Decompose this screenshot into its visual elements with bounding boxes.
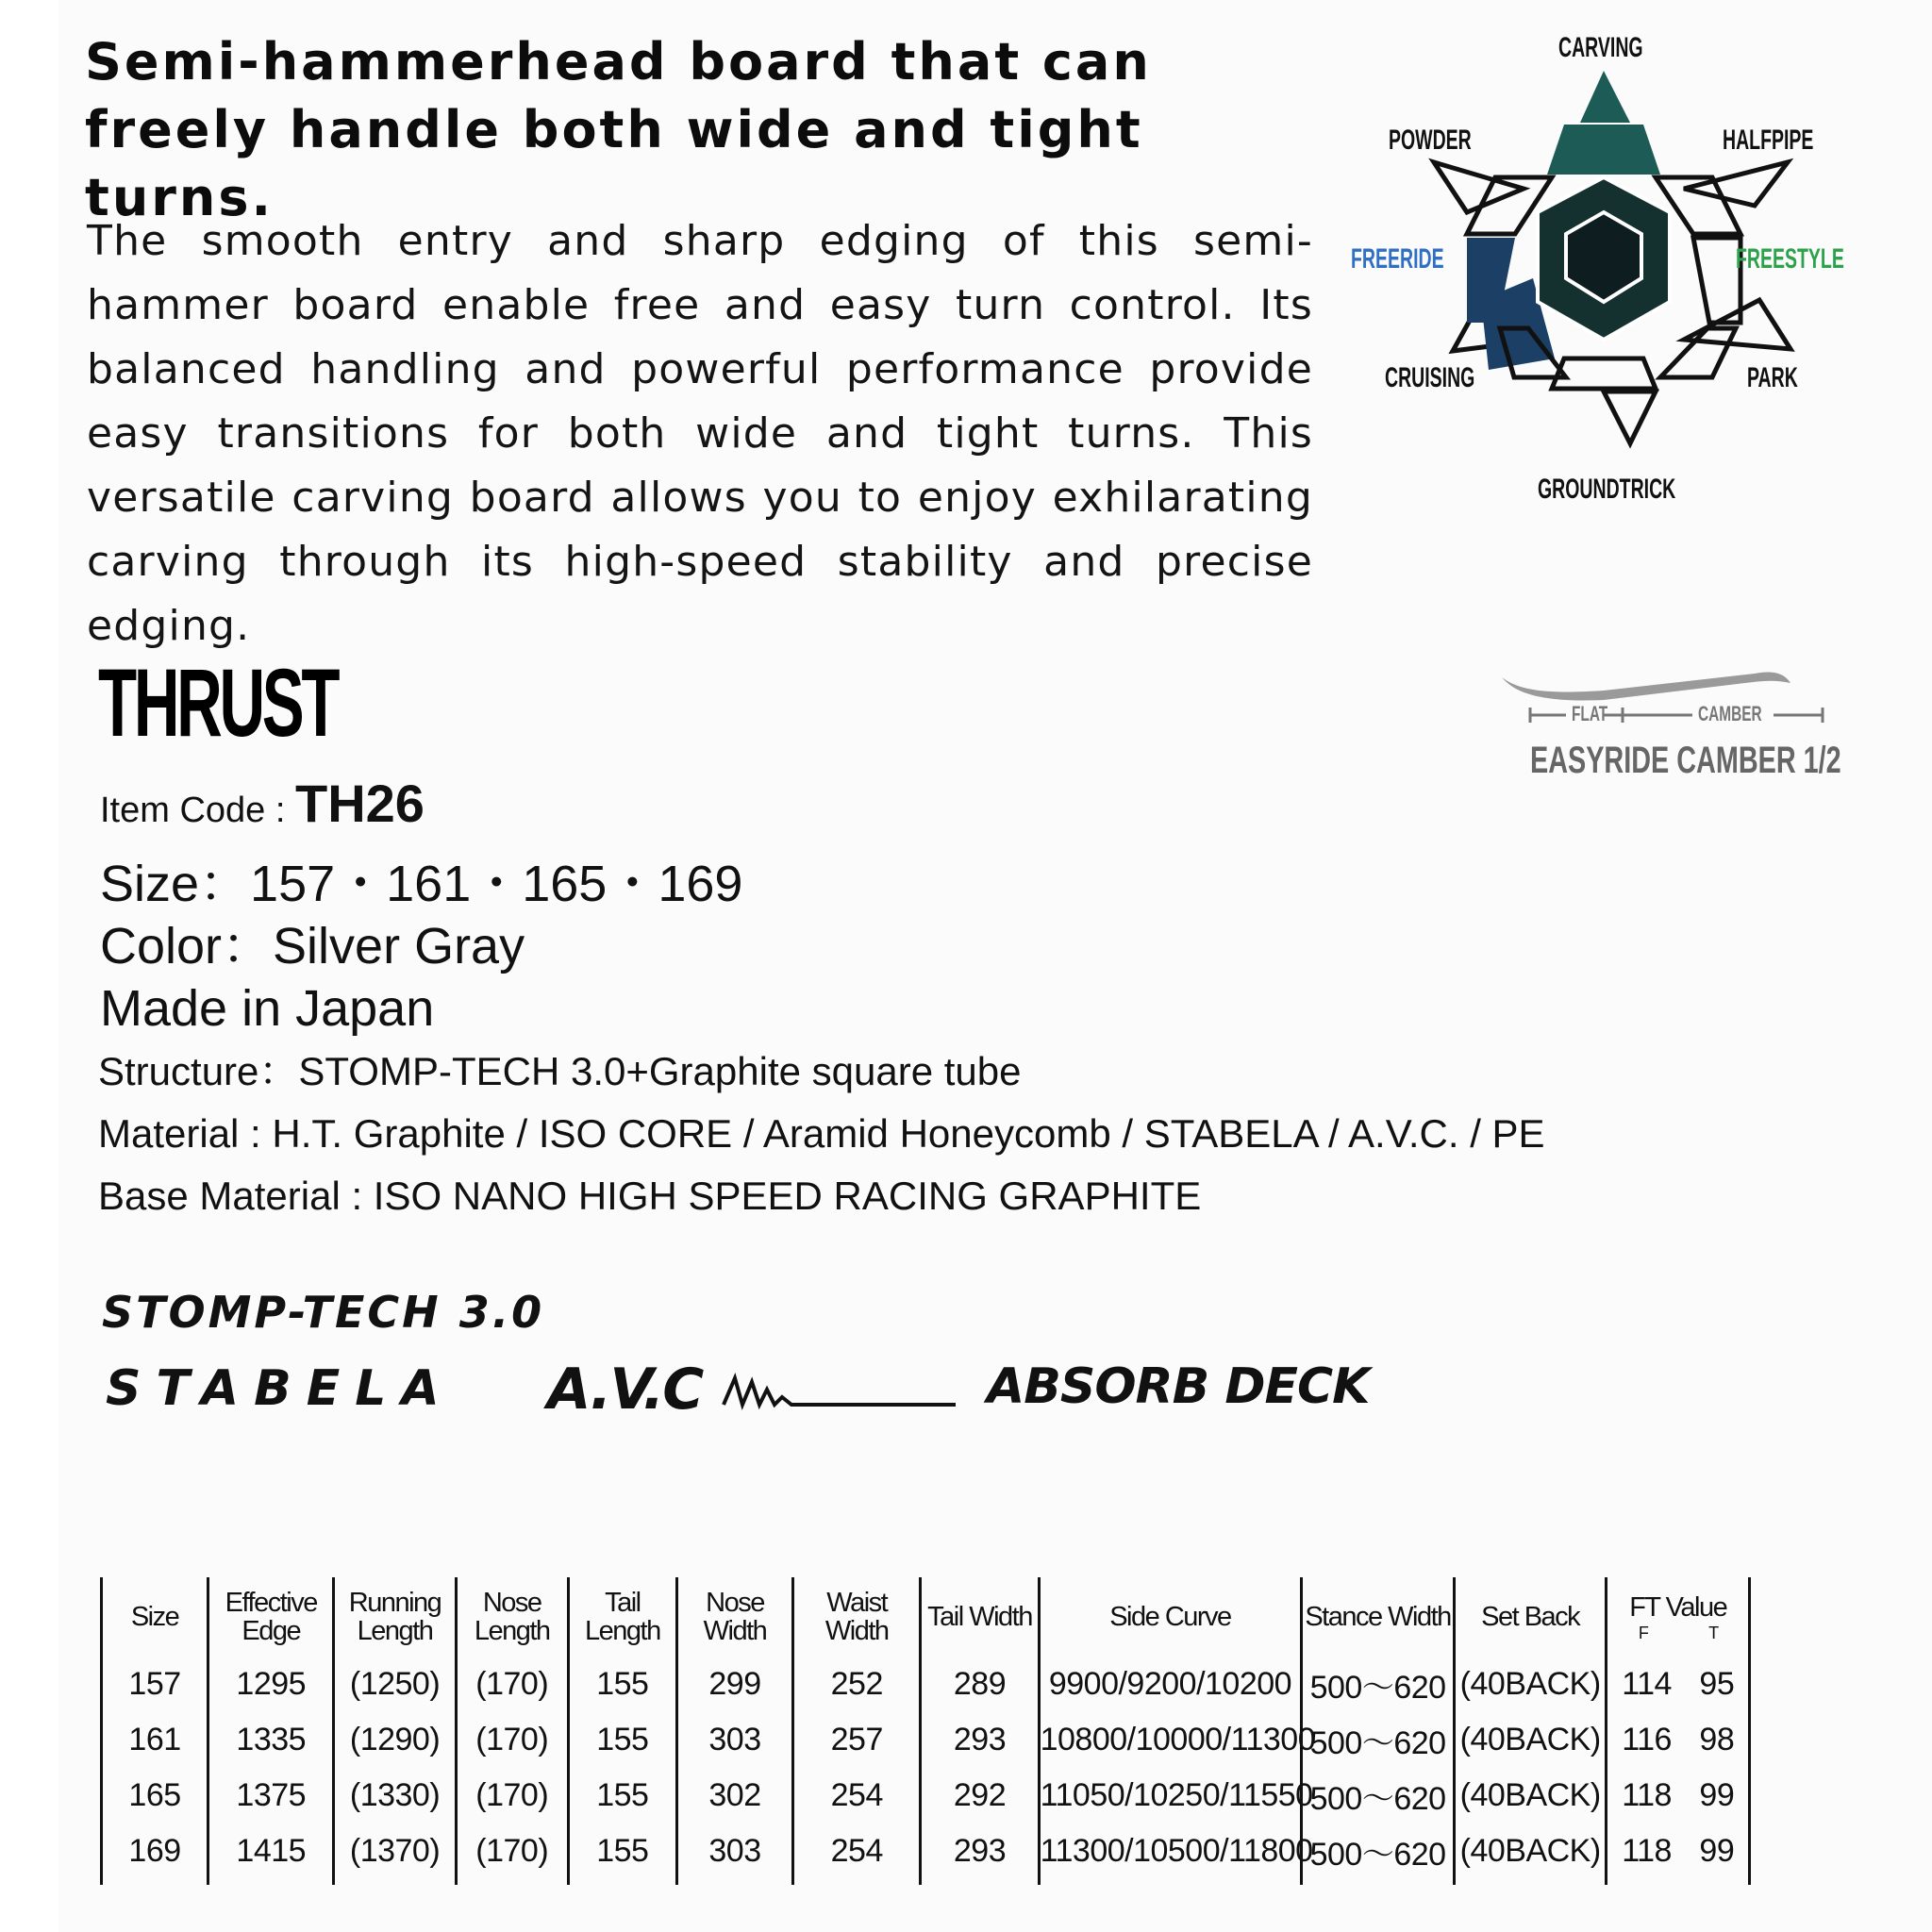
header-size: Size: [102, 1577, 208, 1657]
ring-seg-se: [1660, 328, 1736, 377]
item-code-line: [100, 775, 425, 839]
header-waist-width: Waist Width: [793, 1577, 921, 1657]
cell-tail-length: 155: [568, 1768, 676, 1824]
cell-running-length: (1290): [334, 1712, 456, 1768]
header-tail-length: Tail Length: [568, 1577, 676, 1657]
avc-wave-mark: [720, 1369, 965, 1416]
ft-t-label: T: [1708, 1624, 1718, 1642]
header-side-curve: Side Curve: [1039, 1577, 1302, 1657]
cell-set-back: (40BACK): [1454, 1768, 1607, 1824]
cell-waist-width: 252: [793, 1657, 921, 1712]
cell-tail-width: 293: [921, 1824, 1039, 1885]
structure-line: Structure：STOMP-TECH 3.0+Graphite square tube: [98, 1049, 1022, 1093]
header-nose-width: Nose Width: [676, 1577, 792, 1657]
cell-ft-value: [1607, 1657, 1750, 1712]
size-line: Size：157・161・165・169: [100, 856, 743, 912]
stomp-tech-logo: STOMP-TECH 3.0: [102, 1287, 545, 1338]
camber-profile: [1491, 660, 1841, 792]
cell-stance-width: 500～620: [1302, 1712, 1455, 1768]
camber-label: CAMBER: [1698, 702, 1762, 725]
cell-size: 161: [102, 1712, 208, 1768]
cell-size: 165: [102, 1768, 208, 1824]
technology-logos: [102, 1281, 1370, 1432]
cell-nose-length: (170): [456, 1712, 568, 1768]
cell-stance-width: 500～620: [1302, 1657, 1455, 1712]
cell-ft-value: [1607, 1824, 1750, 1885]
cell-tail-length: 155: [568, 1657, 676, 1712]
cell-running-length: (1370): [334, 1824, 456, 1885]
cell-ft-f: 114: [1622, 1666, 1672, 1702]
cell-side-curve: 11050/10250/11550: [1039, 1768, 1302, 1824]
cell-effective-edge: 1375: [208, 1768, 334, 1824]
cell-size: 169: [102, 1824, 208, 1885]
cell-waist-width: 254: [793, 1824, 921, 1885]
label-freeride: FREERIDE: [1351, 243, 1444, 275]
ft-subheaders: [1607, 1625, 1748, 1641]
carving-wedge: [1547, 125, 1660, 175]
cell-side-curve: 11300/10500/11800: [1039, 1824, 1302, 1885]
camber-profile-label: EASYRIDE CAMBER 1/2: [1530, 740, 1841, 781]
cell-waist-width: 254: [793, 1768, 921, 1824]
board-profile-shape: [1502, 672, 1790, 700]
riding-style-chart: [1340, 19, 1868, 509]
absorb-deck-logo: ABSORB DECK: [987, 1358, 1370, 1415]
label-freestyle: FREESTYLE: [1736, 243, 1844, 275]
label-cruising: CRUISING: [1385, 362, 1475, 393]
cell-tail-width: 289: [921, 1657, 1039, 1712]
cell-ft-t: 99: [1699, 1833, 1735, 1869]
cell-nose-length: (170): [456, 1824, 568, 1885]
halfpipe-point: [1684, 162, 1788, 206]
camber-profile-graphic: [1491, 660, 1830, 736]
cell-stance-width: 500～620: [1302, 1824, 1455, 1885]
avc-logo: [547, 1357, 965, 1423]
header-stance-width: Stance Width: [1302, 1577, 1455, 1657]
material-line: Material : H.T. Graphite / ISO CORE / Aramid Honeycomb / STABELA / A.V.C. / PE: [98, 1111, 1545, 1156]
color-line: Color：Silver Gray: [100, 918, 525, 974]
cell-nose-width: 303: [676, 1824, 792, 1885]
cell-tail-width: 292: [921, 1768, 1039, 1824]
cell-running-length: (1330): [334, 1768, 456, 1824]
cell-nose-length: (170): [456, 1768, 568, 1824]
cell-side-curve: 10800/10000/11300: [1039, 1712, 1302, 1768]
product-name: THRUST: [98, 649, 338, 757]
cell-running-length: (1250): [334, 1657, 456, 1712]
cell-tail-length: 155: [568, 1824, 676, 1885]
cell-size: 157: [102, 1657, 208, 1712]
header-set-back: Set Back: [1454, 1577, 1607, 1657]
ring-seg-e: [1693, 238, 1740, 323]
header-effective-edge: Effective Edge: [208, 1577, 334, 1657]
cell-set-back: (40BACK): [1454, 1712, 1607, 1768]
table-row: [102, 1712, 1750, 1768]
table-row: [102, 1768, 1750, 1824]
label-carving: CARVING: [1558, 32, 1643, 63]
header-tail-width: Tail Width: [921, 1577, 1039, 1657]
cell-effective-edge: 1295: [208, 1657, 334, 1712]
cell-side-curve: 9900/9200/10200: [1039, 1657, 1302, 1712]
powder-point: [1434, 162, 1524, 212]
carving-point: [1580, 71, 1630, 123]
cell-effective-edge: 1415: [208, 1824, 334, 1885]
avc-logo-text: A.V.C: [547, 1357, 703, 1423]
spec-table: [100, 1577, 1751, 1885]
cell-set-back: (40BACK): [1454, 1824, 1607, 1885]
cell-ft-f: 118: [1622, 1833, 1672, 1869]
made-in-line: Made in Japan: [100, 980, 435, 1037]
label-groundtrick: GROUNDTRICK: [1538, 474, 1676, 505]
spec-table-header-row: [102, 1577, 1750, 1657]
cell-waist-width: 257: [793, 1712, 921, 1768]
label-park: PARK: [1747, 362, 1798, 393]
cell-nose-length: (170): [456, 1657, 568, 1712]
table-row: [102, 1824, 1750, 1885]
groundtrick-point: [1604, 391, 1656, 443]
cell-ft-t: 95: [1699, 1666, 1735, 1702]
cell-ft-value: [1607, 1712, 1750, 1768]
cell-nose-width: 303: [676, 1712, 792, 1768]
cell-ft-f: 116: [1622, 1722, 1672, 1757]
cell-ft-value: [1607, 1768, 1750, 1824]
base-material-line: Base Material : ISO NANO HIGH SPEED RACING GRAPHITE: [98, 1174, 1202, 1218]
cell-ft-f: 118: [1622, 1777, 1672, 1813]
item-code: TH26: [294, 774, 425, 833]
cell-nose-width: 302: [676, 1768, 792, 1824]
cell-tail-width: 293: [921, 1712, 1039, 1768]
stabela-logo: STABELA: [106, 1360, 455, 1417]
headline: Semi-hammerhead board that can freely handle both wide and tight turns.: [85, 32, 1152, 227]
item-code-label: Item Code :: [100, 791, 286, 830]
header-nose-length: Nose Length: [456, 1577, 568, 1657]
cell-ft-t: 99: [1699, 1777, 1735, 1813]
label-halfpipe: HALFPIPE: [1723, 125, 1814, 156]
ft-value-label: FT Value: [1629, 1592, 1727, 1623]
label-powder: POWDER: [1389, 125, 1472, 156]
ring-seg-s: [1552, 358, 1656, 389]
cell-set-back: (40BACK): [1454, 1657, 1607, 1712]
flat-label: FLAT: [1572, 702, 1608, 725]
ft-f-label: F: [1638, 1624, 1648, 1642]
cell-ft-t: 98: [1699, 1722, 1735, 1757]
cell-tail-length: 155: [568, 1712, 676, 1768]
header-ft-value: [1607, 1577, 1750, 1657]
table-row: [102, 1657, 1750, 1712]
product-description: The smooth entry and sharp edging of this semi-hammer board enable free and easy turn control. Its balanced handling and powerful performance provide easy transitions for both wide and tight turns. This versatile carving board allows you to enjoy exhilarating carving through its high-speed stability and precise edging.: [87, 217, 1313, 650]
cell-nose-width: 299: [676, 1657, 792, 1712]
cell-stance-width: 500～620: [1302, 1768, 1455, 1824]
cell-effective-edge: 1335: [208, 1712, 334, 1768]
header-running-length: Running Length: [334, 1577, 456, 1657]
